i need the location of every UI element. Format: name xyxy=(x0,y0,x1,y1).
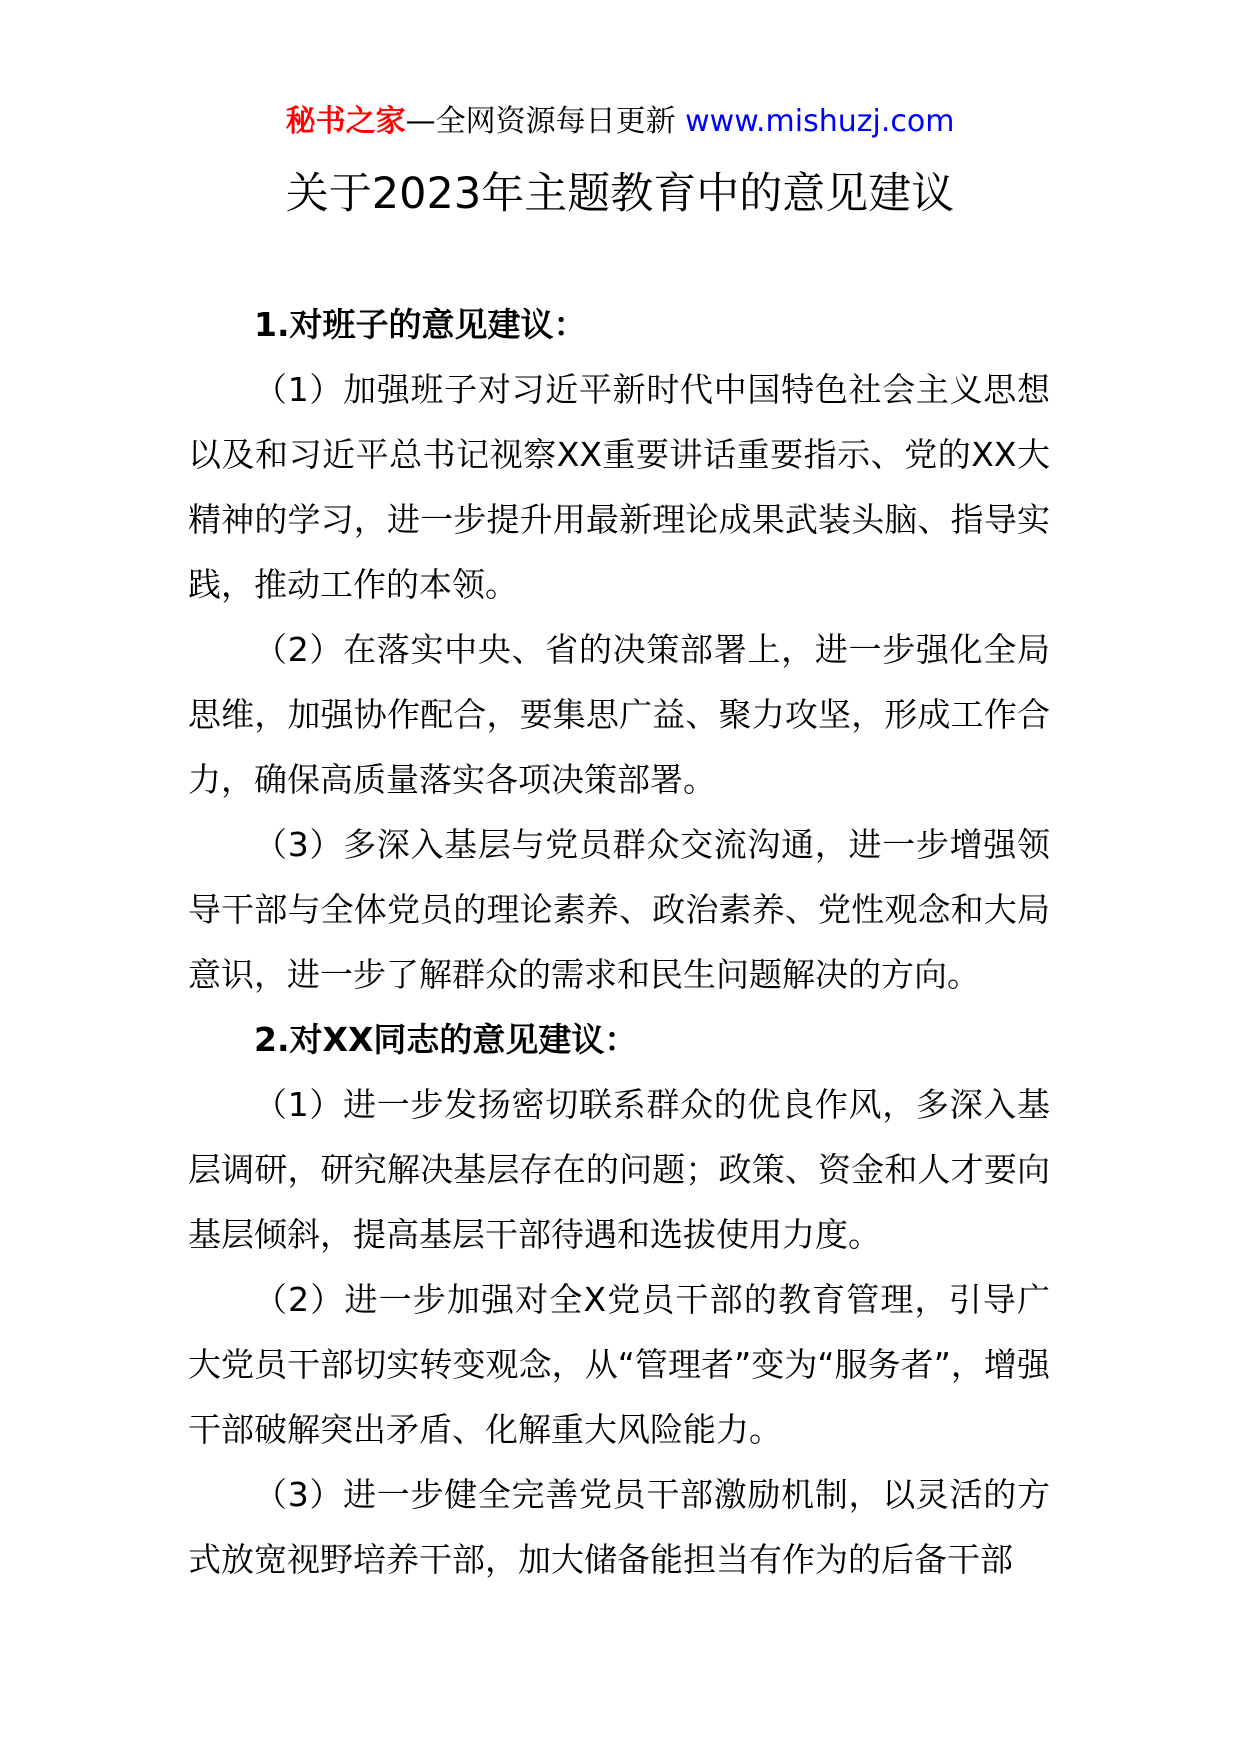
section-heading: 2.对XX同志的意见建议： xyxy=(254,1020,638,1059)
brand-name: 秘书之家 xyxy=(285,104,406,139)
brand-tagline: —全网资源每日更新 xyxy=(405,104,676,139)
section-heading: 1.对班子的意见建议： xyxy=(254,305,587,344)
site-link[interactable]: www.mishuzj.com xyxy=(685,104,955,139)
paragraph: （3）进一步健全完善党员干部激励机制，以灵活的方式放宽视野培养干部，加大储备能担当有作为的后备干部 xyxy=(188,1475,1050,1579)
document-body xyxy=(188,292,1050,1592)
paragraph: （3）多深入基层与党员群众交流沟通，进一步增强领导干部与全体党员的理论素养、政治素养、党性观念和大局意识，进一步了解群众的需求和民生问题解决的方向。 xyxy=(188,825,1050,994)
page-title: 关于2023年主题教育中的意见建议 xyxy=(285,169,955,219)
paragraph: （2）进一步加强对全X党员干部的教育管理，引导广大党员干部切实转变观念，从“管理者”变为“服务者”，增强干部破解突出矛盾、化解重大风险能力。 xyxy=(188,1280,1050,1449)
paragraph: （1）进一步发扬密切联系群众的优良作风，多深入基层调研，研究解决基层存在的问题；政策、资金和人才要向基层倾斜，提高基层干部待遇和选拔使用力度。 xyxy=(188,1085,1050,1254)
paragraph: （2）在落实中央、省的决策部署上，进一步强化全局思维，加强协作配合，要集思广益、聚力攻坚，形成工作合力，确保高质量落实各项决策部署。 xyxy=(188,630,1050,799)
paragraph: （1）加强班子对习近平新时代中国特色社会主义思想以及和习近平总书记视察XX重要讲话重要指示、党的XX大精神的学习，进一步提升用最新理论成果武装头脑、指导实践，推动工作的本领。 xyxy=(188,370,1050,604)
watermark-header xyxy=(0,100,1240,144)
